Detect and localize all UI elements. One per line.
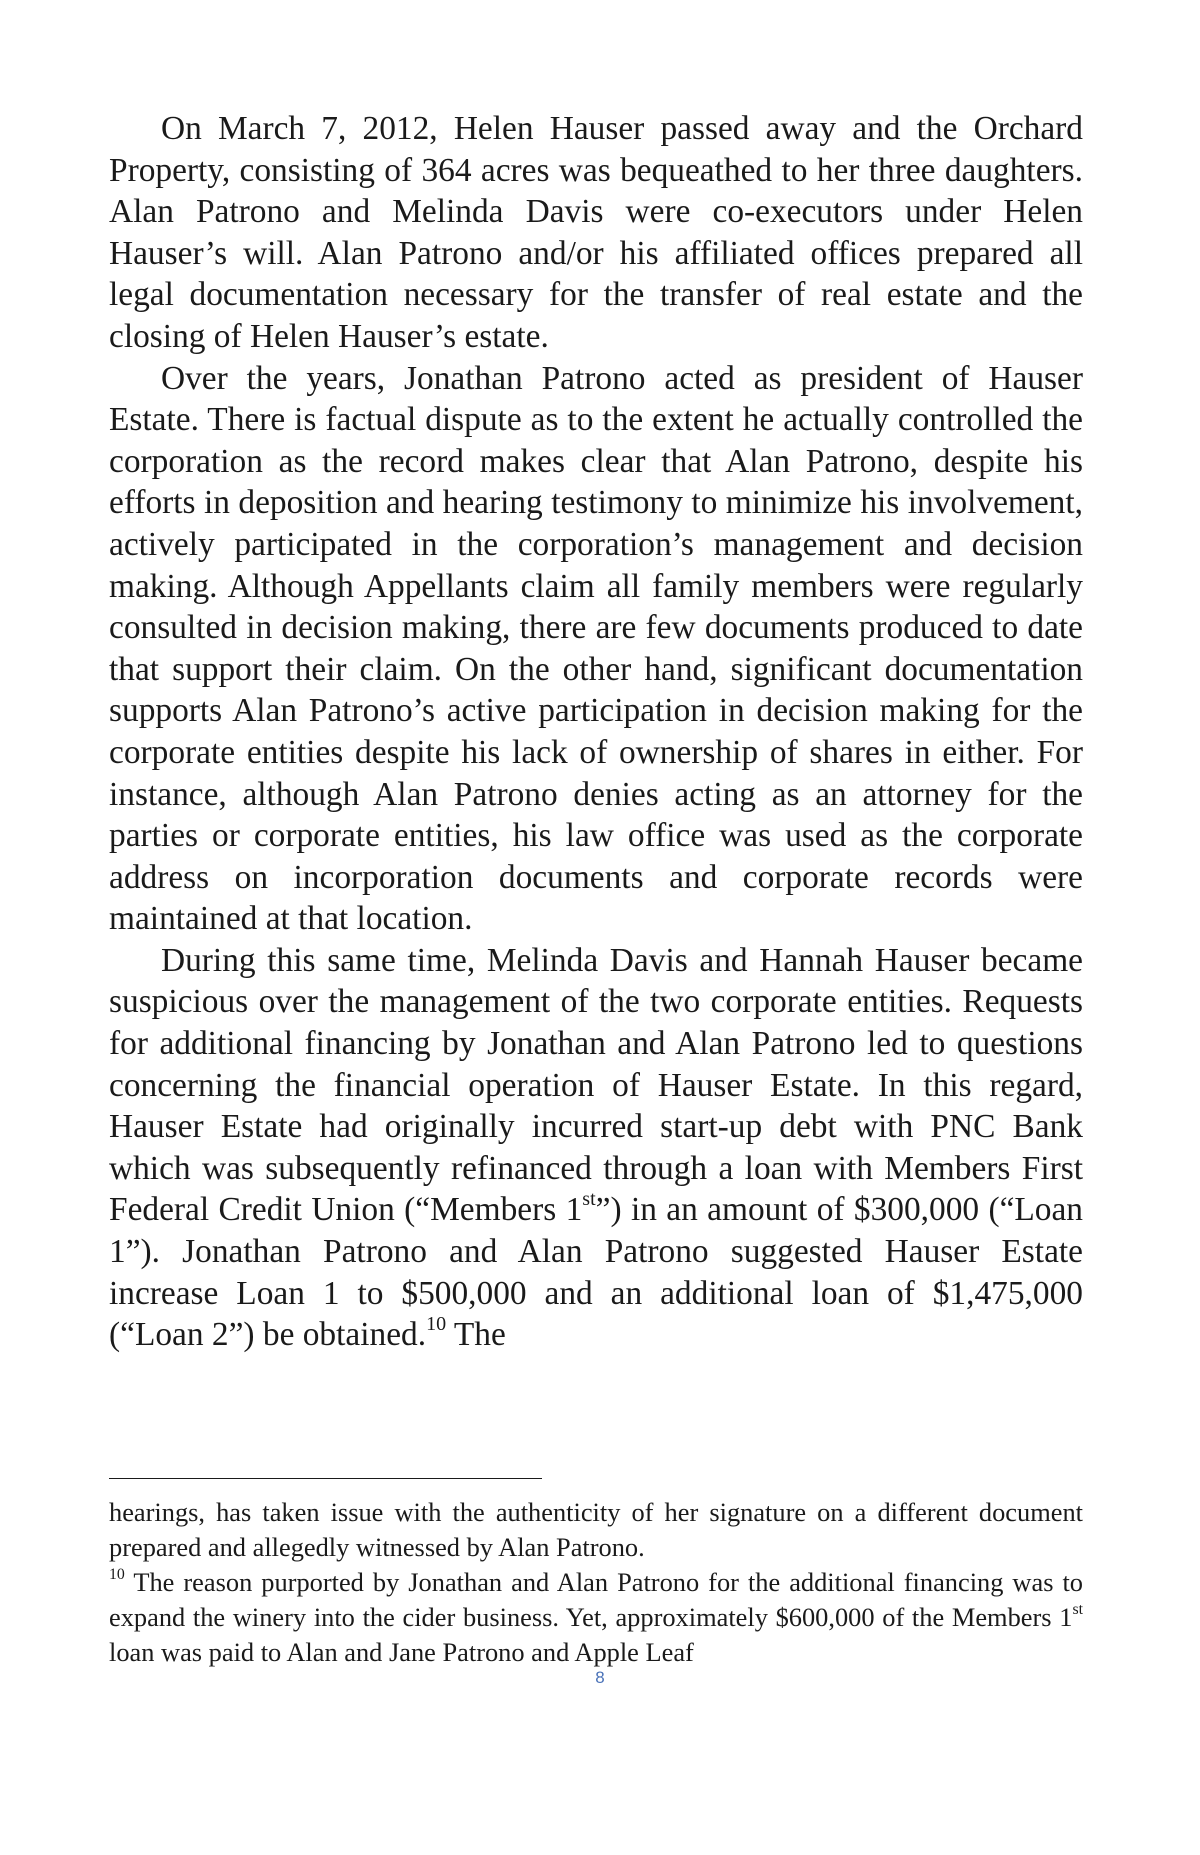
paragraph-3: During this same time, Melinda Davis and Hannah Hauser became suspicious over the management of the two corporate entities. Requests for additional financing by Jonathan and Alan Patrono led to questions concerning the financial operation of Hauser Estate. In this regard, Hauser Estate had originally incurred start-up debt with PNC Bank which was subsequently refinanced through a loan with Members First Federal Credit Union (“Members 1st”) in an amount of $300,000 (“Loan 1”). Jonathan Patrono and Alan Patrono suggested Hauser Estate increase Loan 1 to $500,000 and an additional loan of $1,475,000 (“Loan 2”) be obtained.$^{10}$ The xyxy=(109,941,1084,1354)
body-text xyxy=(109,108,1083,1356)
superscript-st: st xyxy=(1072,1600,1083,1618)
footnote-number-10: 10 xyxy=(109,1565,125,1583)
paragraph-1: On March 7, 2012, Helen Hauser passed away and the Orchard Property, consisting of 364 acres was bequeathed to her three daughters. Alan Patrono and Melinda Davis were co-executors under Helen Hauser’s will. Alan Patrono and/or his affiliated offices prepared all legal documentation necessary for the transfer of real estate and the closing of Helen Hauser’s estate. xyxy=(109,110,1083,355)
footnotes xyxy=(109,1495,1083,1670)
paragraph-2: Over the years, Jonathan Patrono acted as president of Hauser Estate. There is factual dispute as to the extent he actually controlled the corporation as the record makes clear that Alan Patrono, despite his efforts in deposition and hearing testimony to minimize his involvement, actively participated in the corporation’s management and decision making. Although Appellants claim all family members were regularly consulted in decision making, there are few documents produced to date that support their claim. On the other hand, significant documentation supports Alan Patrono’s active participation in decision making for the corporate entities despite his lack of ownership of shares in either. For instance, although Alan Patrono denies acting as an attorney for the parties or corporate entities, his law office was used as the corporate address on incorporation documents and corporate records were maintained at that location. xyxy=(109,359,1083,938)
superscript-st: st xyxy=(582,1188,596,1211)
page-number: 8 xyxy=(595,1668,605,1687)
footnote-ref-10: 10 xyxy=(426,1313,447,1336)
footnote-continuation: hearings, has taken issue with the authenticity of her signature on a different document prepared and allegedly witnessed by Alan Patrono. xyxy=(109,1497,1083,1562)
footnote-10: $^{10}$ The reason purported by Jonathan and Alan Patrono for the additional financing was to expand the winery into the cider business. Yet, approximately $600,000 of the Members 1st loan was paid to Alan and Jane Patrono and Apple Leaf xyxy=(109,1565,1083,1667)
footnote-separator xyxy=(109,1478,542,1479)
